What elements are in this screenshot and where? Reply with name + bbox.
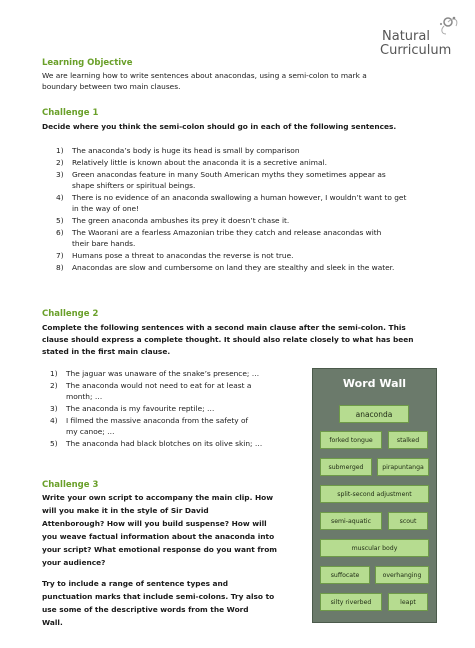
challenge3-para2-line-4: Wall. bbox=[42, 618, 63, 627]
word-tile-suffocate: suffocate bbox=[320, 566, 370, 584]
word-tile-scout: scout bbox=[388, 512, 428, 530]
objective-line-2: boundary between two main clauses. bbox=[42, 82, 181, 91]
challenge2-instruction-line-2: clause should express a complete thought. It should also relate closely to what has been bbox=[42, 335, 414, 344]
list-item: 4) There is no evidence of an anaconda swallowing a human however, I wouldn’t want to get in the way of one! bbox=[56, 193, 407, 213]
challenge3-heading: Challenge 3 bbox=[42, 480, 99, 490]
word-tile-silty-riverbed: silty riverbed bbox=[320, 593, 382, 611]
challenge3-para1-line-1: Write your own script to accompany the main clip. How bbox=[42, 493, 274, 502]
challenge1-list bbox=[56, 145, 456, 273]
list-item: 7) Humans pose a threat to anacondas the reverse is not true. bbox=[56, 251, 294, 260]
list-item: 3) The anaconda is my favourite reptile; … bbox=[50, 404, 215, 413]
challenge3-para1-line-5: your script? What emotional response do you want from bbox=[42, 545, 277, 554]
word-tile-anaconda: anaconda bbox=[339, 405, 409, 423]
word-tile-muscular-body: muscular body bbox=[320, 539, 429, 557]
challenge3-para1-line-2: will you make it in the style of Sir David bbox=[42, 506, 209, 515]
challenge2-list bbox=[50, 368, 300, 449]
challenge2-instruction-line-1: Complete the following sentences with a second main clause after the semi-colon. This bbox=[42, 323, 406, 332]
objective-line-1: We are learning how to write sentences about anacondas, using a semi-colon to mark a bbox=[42, 71, 367, 80]
challenge3-para2-line-2: punctuation marks that include semi-colons. Try also to bbox=[42, 592, 275, 601]
objective-heading: Learning Objective bbox=[42, 58, 133, 68]
challenge1-heading: Challenge 1 bbox=[42, 108, 99, 118]
logo-line-2: Curriculum bbox=[380, 43, 452, 58]
list-item: 5) The green anaconda ambushes its prey it doesn’t chase it. bbox=[56, 216, 290, 225]
word-tile-split-second-adjustment: split-second adjustment bbox=[320, 485, 429, 503]
swirl-logo-icon bbox=[432, 14, 462, 36]
word-wall-title: Word Wall bbox=[342, 377, 407, 390]
challenge3-para1-line-4: you weave factual information about the anaconda into bbox=[42, 532, 275, 541]
list-item: 2) Relatively little is known about the anaconda it is a secretive animal. bbox=[56, 158, 327, 167]
word-tile-pirapuntanga: pirapuntanga bbox=[377, 458, 429, 476]
challenge2-heading: Challenge 2 bbox=[42, 309, 99, 319]
challenge2-instruction-line-3: stated in the first main clause. bbox=[42, 347, 171, 356]
word-tile-submerged: submerged bbox=[320, 458, 372, 476]
word-tile-leapt: leapt bbox=[388, 593, 428, 611]
word-wall-panel bbox=[312, 368, 437, 623]
list-item: 4) I filmed the massive anaconda from the safety of my canoe; … bbox=[50, 416, 249, 436]
word-tile-forked-tongue: forked tongue bbox=[320, 431, 382, 449]
challenge3-para2-line-3: use some of the descriptive words from the Word bbox=[42, 605, 249, 614]
list-item: 1) The jaguar was unaware of the snake’s presence; … bbox=[50, 369, 260, 378]
list-item: 2) The anaconda would not need to eat for at least a month; … bbox=[50, 381, 252, 401]
challenge3-para1-line-6: your audience? bbox=[42, 558, 106, 567]
word-tile-semi-aquatic: semi-aquatic bbox=[320, 512, 382, 530]
word-tile-stalked: stalked bbox=[388, 431, 428, 449]
challenge3-para2-line-1: Try to include a range of sentence types and bbox=[42, 579, 229, 588]
list-item: 6) The Waorani are a fearless Amazonian tribe they catch and release anacondas with their bare hands. bbox=[56, 228, 382, 248]
challenge3-para1-line-3: Attenborough? How will you build suspense? How will bbox=[42, 519, 267, 528]
list-item: 5) The anaconda had black blotches on its olive skin; … bbox=[50, 439, 263, 448]
list-item: 8) Anacondas are slow and cumbersome on land they are stealthy and sleek in the water. bbox=[56, 263, 395, 272]
logo-line-1: Natural bbox=[382, 29, 430, 44]
list-item: 3) Green anacondas feature in many South American myths they sometimes appear as shape shifters or spiritual beings. bbox=[56, 170, 386, 190]
challenge1-instruction: Decide where you think the semi-colon should go in each of the following sentences. bbox=[42, 122, 397, 131]
natural-curriculum-logo bbox=[380, 14, 466, 60]
word-tile-overhanging: overhanging bbox=[375, 566, 429, 584]
list-item: 1) The anaconda’s body is huge its head is small by comparison bbox=[56, 146, 300, 155]
